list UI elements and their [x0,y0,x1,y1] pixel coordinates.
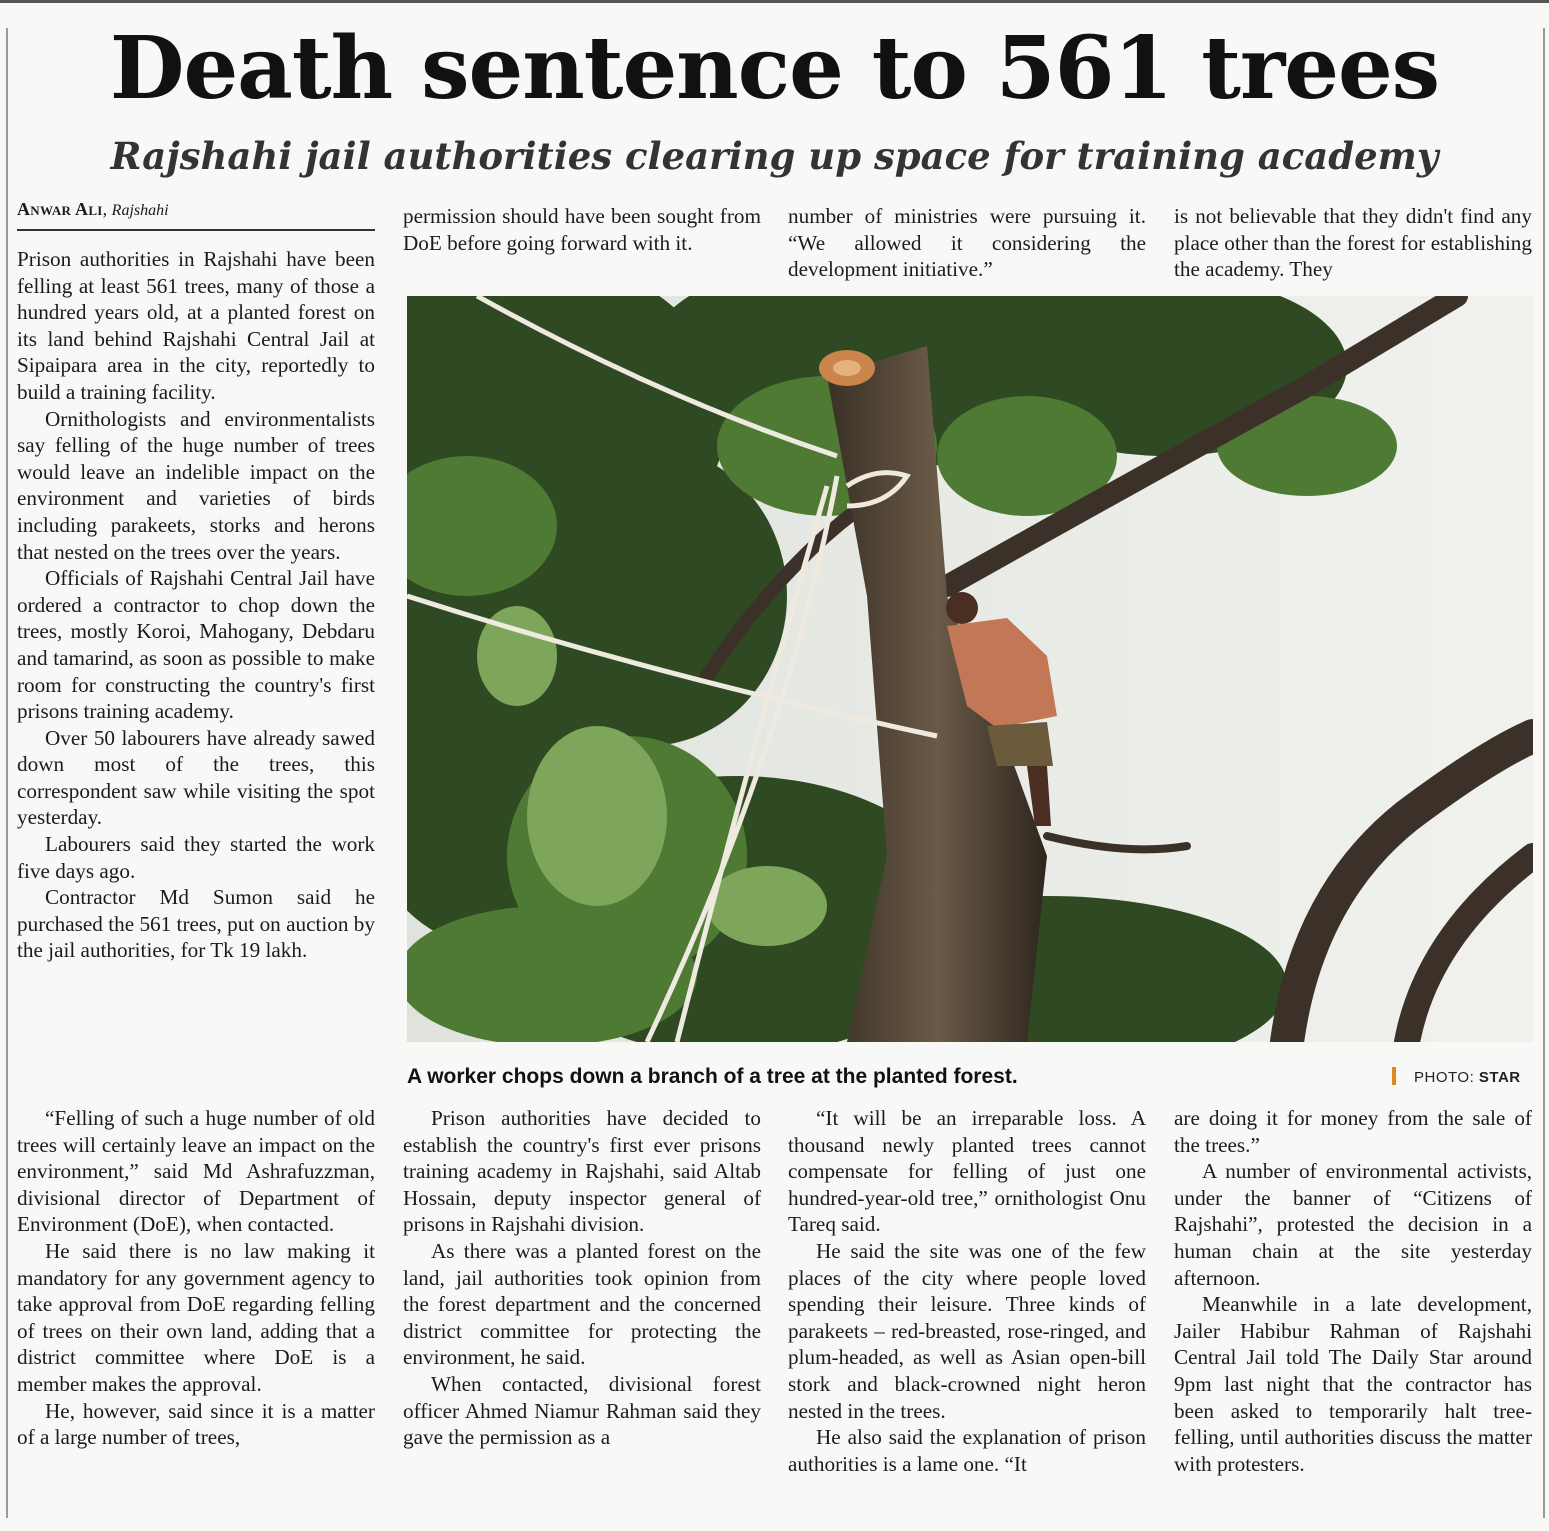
paragraph: permission should have been sought from DoE before going forward with it. [403,204,761,255]
paragraph: He, however, said since it is a matter of a large number of trees, [17,1398,375,1450]
paragraph: As there was a planted forest on the land, jail authorities took opinion from the forest department and the concerned district committee for protecting the environment, he said. [403,1238,761,1370]
photo-caption: A worker chops down a branch of a tree at the planted forest. [407,1065,1018,1088]
paragraph: Labourers said they started the work five days ago. [17,832,375,883]
paragraph: A number of environmental activists, under the banner of “Citizens of Rajshahi”, protested the decision in a human chain at the site yesterday afternoon. [1174,1159,1532,1290]
credit-source: STAR [1478,1069,1521,1086]
paragraph: are doing it for money from the sale of the trees.” [1174,1106,1532,1157]
paragraph: Contractor Md Sumon said he purchased the 561 trees, put on auction by the jail authorities, for Tk 19 lakh. [17,885,375,963]
column-2-bottom [403,1105,761,1451]
byline-place: Rajshahi [111,202,169,219]
byline [17,196,375,224]
paragraph: Meanwhile in a late development, Jailer Habibur Rahman of Rajshahi Central Jail told The Daily Star around 9pm last night that the contractor has been asked to temporarily halt tree-felling, until authorities discuss the matter with protesters. [1174,1292,1532,1476]
column-4-bottom [1174,1105,1532,1477]
column-1-bottom [17,1105,375,1451]
column-3-bottom [788,1105,1146,1477]
byline-rule [17,229,375,231]
paragraph: is not believable that they didn't find any place other than the forest for establishing the academy. They [1174,204,1532,282]
column-2-top [403,203,761,256]
photo-credit [1392,1066,1532,1090]
column-1-top [17,246,375,964]
byline-separator: , [102,199,112,219]
paragraph: “It will be an irreparable loss. A thousand newly planted trees cannot compensate for felling of just one hundred-year-old tree,” ornithologist Onu Tareq said. [788,1106,1146,1237]
column-3-top [788,203,1146,283]
credit-label: PHOTO: [1414,1069,1475,1086]
paragraph: Prison authorities in Rajshahi have been felling at least 561 trees, many of those a hundred years old, at a planted forest on its land behind Rajshahi Central Jail at Sipaipara area in the city, reportedly to build a training facility. [17,247,375,404]
paragraph: He said the site was one of the few places of the city where people loved spending their leisure. Three kinds of parakeets – red-breasted, rose-ringed, and plum-headed, as well as Asian open-bill stork and black-crowned night heron nested in the trees. [788,1238,1146,1423]
right-border [1543,28,1545,1518]
paragraph: number of ministries were pursuing it. “We allowed it considering the development initiative.” [788,204,1146,282]
tree-felling-illustration [407,296,1533,1042]
news-photo [407,296,1533,1042]
left-border [6,28,8,1518]
paragraph: When contacted, divisional forest officer Ahmed Niamur Rahman said they gave the permission as a [403,1371,761,1450]
paragraph: Prison authorities have decided to establish the country's first ever prisons training academy in Rajshahi, said Altab Hossain, deputy inspector general of prisons in Rajshahi division. [403,1106,761,1237]
column-4-top [1174,203,1532,283]
paragraph: “Felling of such a huge number of old trees will certainly leave an impact on the environment,” said Md Ashrafuzzman, divisional director of Department of Environment (DoE), when contacted. [17,1106,375,1237]
paragraph: Over 50 labourers have already sawed down most of the trees, this correspondent saw while visiting the spot yesterday. [17,725,375,830]
paragraph: He said there is no law making it mandatory for any government agency to take approval from DoE regarding felling of trees on their own land, adding that a district committee where DoE is a member makes the approval. [17,1238,375,1396]
byline-author: Anwar Ali [17,199,103,219]
top-border [0,0,1549,3]
headline: Death sentence to 561 trees [109,18,1440,119]
subheadline: Rajshahi jail authorities clearing up space for training academy [110,134,1439,178]
credit-accent-bar [1392,1067,1396,1085]
paragraph: Ornithologists and environmentalists say felling of the huge number of trees would leave an indelible impact on the environment and varieties of birds including parakeets, storks and herons that nested on the trees over the years. [17,406,375,564]
paragraph: Officials of Rajshahi Central Jail have ordered a contractor to chop down the trees, mostly Koroi, Mahogany, Debdaru and tamarind, as soon as possible to make room for constructing the country's first prisons training academy. [17,566,375,724]
paragraph: He also said the explanation of prison authorities is a lame one. “It [788,1425,1146,1476]
